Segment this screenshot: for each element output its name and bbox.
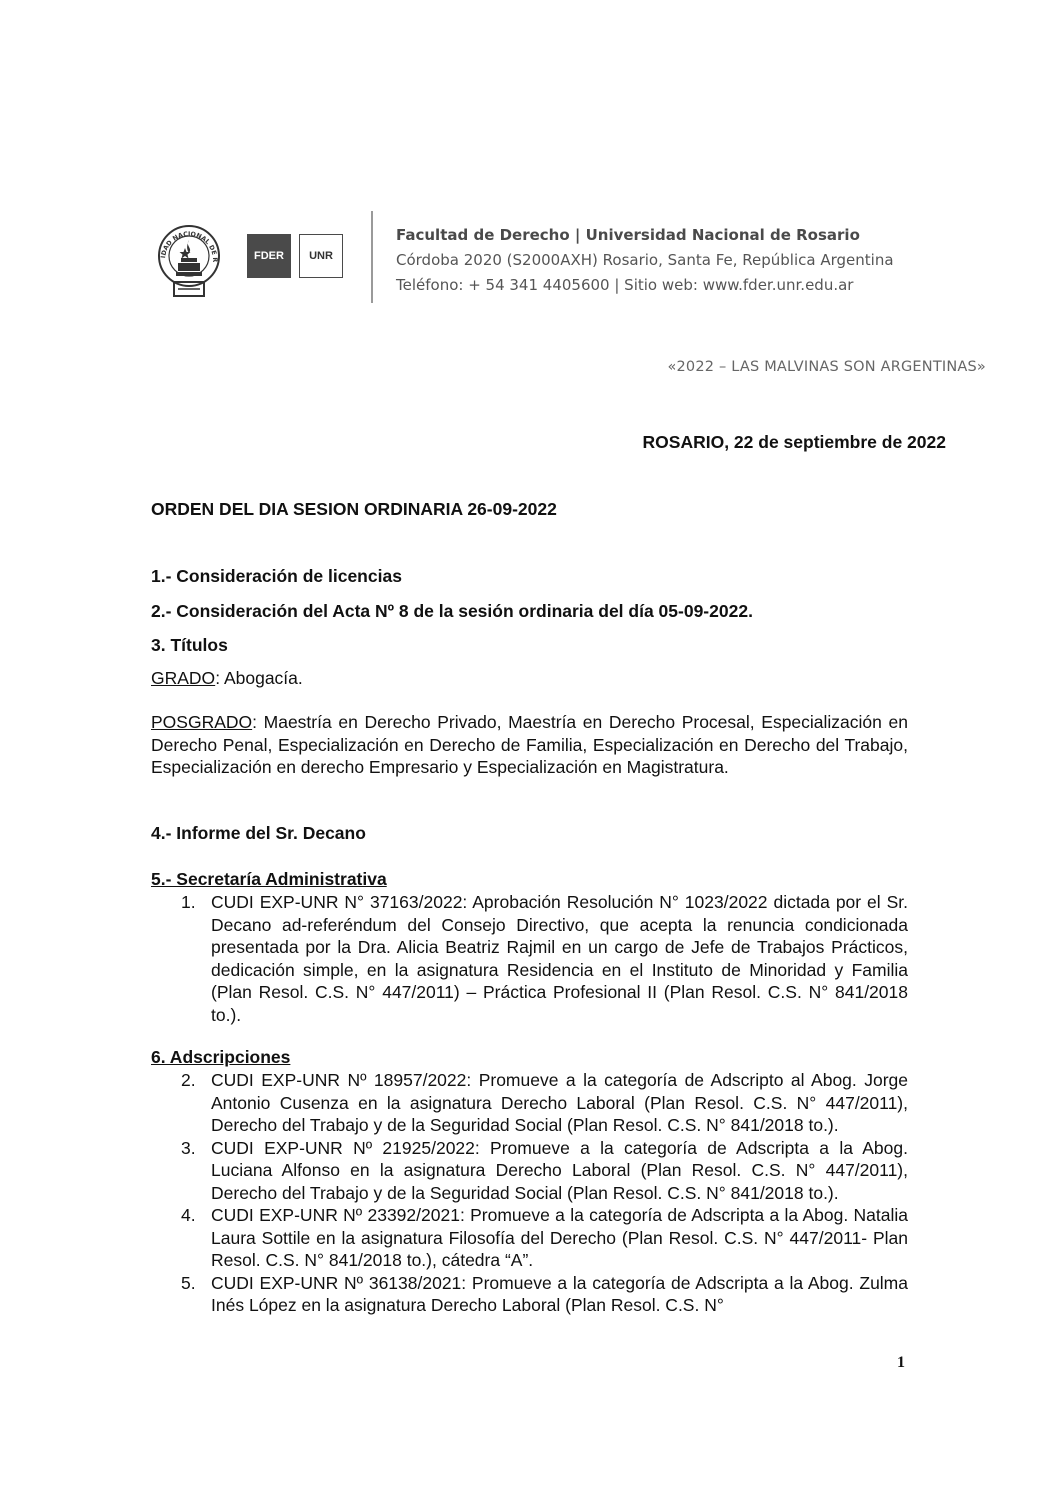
list-item (181, 1137, 908, 1205)
seal-text: IDAD NACIONAL DE R (160, 230, 219, 263)
secretaria-administrativa-list (181, 891, 908, 1026)
date-line: ROSARIO, 22 de septiembre de 2022 (642, 432, 946, 452)
grado-label: GRADO (151, 668, 216, 688)
list-item-number: 2. (181, 1070, 196, 1090)
adscripciones-list (181, 1069, 908, 1317)
agenda-item-acta: 2.- Consideración del Acta Nº 8 de la sesión ordinaria del día 05-09-2022. (151, 601, 753, 621)
institution-contact: Teléfono: + 54 341 4405600 | Sitio web: www.fder.unr.edu.ar (396, 276, 854, 294)
institution-name: Facultad de Derecho | Universidad Nacional de Rosario (396, 226, 860, 244)
page-number: 1 (897, 1354, 905, 1371)
list-item (181, 1069, 908, 1137)
agenda-title: ORDEN DEL DIA SESION ORDINARIA 26-09-2022 (151, 499, 557, 519)
list-item-number: 5. (181, 1272, 196, 1293)
list-item-number: 4. (181, 1205, 196, 1225)
posgrado-text: : Maestría en Derecho Privado, Maestría en Derecho Procesal, Especialización en Derecho Penal, Especialización en Derecho de Familia, Especialización en Derecho del Trabajo, Especialización en derecho Empresario y Especialización en Magistratura. (151, 712, 908, 777)
list-item-number: 1. (181, 892, 196, 912)
list-item-text: CUDI EXP-UNR Nº 36138/2021: Promueve a la categoría de Adscripta a la Abog. Zulma Inés López en la asignatura Derecho Laboral (Plan Resol. C.S. N° (211, 1272, 908, 1315)
list-item-text: CUDI EXP-UNR Nº 23392/2021: Promueve a la categoría de Adscripta a la Abog. Natalia Laura Sottile en la asignatura Filosofía del Derecho (Plan Resol. C.S. N° 447/2011- Plan Resol. C.S. N° 841/2018 to.), cátedra “A”. (211, 1205, 908, 1270)
unr-logo: UNR (299, 234, 343, 278)
list-item (181, 891, 908, 1026)
posgrado-paragraph (151, 711, 908, 779)
agenda-item-secretaria-administrativa: 5.- Secretaría Administrativa (151, 869, 387, 889)
posgrado-label: POSGRADO (151, 712, 253, 732)
agenda-item-licencias: 1.- Consideración de licencias (151, 566, 402, 586)
list-item-text: CUDI EXP-UNR Nº 21925/2022: Promueve a la categoría de Adscripta a la Abog. Luciana Alfonso en la asignatura Derecho Laboral (Plan Resol. C.S. N° 447/2011), Derecho del Trabajo y de la Seguridad Social (Plan Resol. C.S. N° 841/2018 to.). (211, 1137, 908, 1203)
grado-paragraph (151, 667, 908, 690)
grado-text: : Abogacía. (215, 668, 303, 688)
list-item-text: CUDI EXP-UNR Nº 18957/2022: Promueve a la categoría de Adscripto al Abog. Jorge Antonio Cusenza en la asignatura Derecho Laboral (Plan Resol. C.S. N° 447/2011), Derecho del Trabajo y de la Seguridad Social (Plan Resol. C.S. N° 841/2018 to.). (211, 1070, 908, 1135)
fder-logo: FDER (247, 234, 291, 278)
list-item (181, 1204, 908, 1272)
list-item (181, 1272, 908, 1317)
list-item-text: CUDI EXP-UNR N° 37163/2022: Aprobación Resolución N° 1023/2022 dictada por el Sr. Decano ad-referéndum del Consejo Directivo, que acepta la renuncia condicionada presentada por la Dra. Alicia Beatriz Rajmil en un cargo de Jefe de Trabajos Prácticos, dedicación simple, en la asignatura Residencia en el Instituto de Minoridad y Familia (Plan Resol. C.S. N° 447/2011) – Práctica Profesional II (Plan Resol. C.S. N° 841/2018 to.). (211, 892, 908, 1025)
agenda-item-titulos: 3. Títulos (151, 635, 228, 655)
agenda-item-adscripciones: 6. Adscripciones (151, 1047, 291, 1067)
agenda-item-informe-decano: 4.- Informe del Sr. Decano (151, 823, 366, 843)
list-item-number: 3. (181, 1137, 196, 1158)
university-seal-logo (156, 210, 222, 302)
institution-address: Córdoba 2020 (S2000AXH) Rosario, Santa Fe, República Argentina (396, 251, 894, 269)
letterhead-divider (371, 211, 373, 303)
motto: «2022 – LAS MALVINAS SON ARGENTINAS» (667, 359, 986, 375)
